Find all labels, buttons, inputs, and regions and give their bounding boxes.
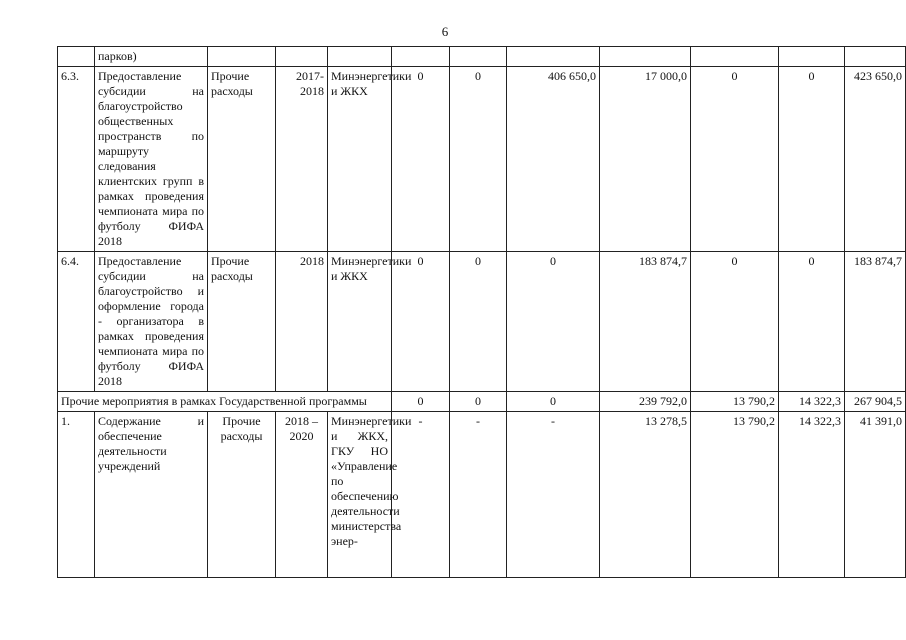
budget-table	[57, 46, 906, 578]
cell-total: 183 874,7	[845, 252, 906, 392]
cell-num: 1.	[58, 412, 95, 578]
cell-value: -	[450, 412, 507, 578]
cell-period: 2017-2018	[276, 67, 328, 252]
cell-value: 17 000,0	[600, 67, 691, 252]
program-summary-row	[58, 392, 906, 412]
page-number: 6	[441, 24, 449, 39]
cell-name: Предоставление субсидии на благоустройство и оформление города - организатора в рамках проведения чемпионата мира по футболу ФИФА 2018	[95, 252, 208, 392]
cell-value: 183 874,7	[600, 252, 691, 392]
cell-value: 0	[779, 67, 845, 252]
cell-value: 13 790,2	[691, 392, 779, 412]
cell-period: 2018	[276, 252, 328, 392]
cell-value: 0	[450, 252, 507, 392]
cell-num	[58, 47, 95, 67]
cell-value: 14 322,3	[779, 412, 845, 578]
program-summary-label: Прочие мероприятия в рамках Государственной программы	[58, 392, 392, 412]
cell-value: 0	[507, 252, 600, 392]
table-row	[58, 412, 906, 578]
cell-executor: Минэнергетики и ЖКХ	[328, 252, 392, 392]
table-row	[58, 47, 906, 67]
cell-type: Прочие расходы	[208, 67, 276, 252]
cell-period: 2018 – 2020	[276, 412, 328, 578]
cell-num: 6.3.	[58, 67, 95, 252]
cell-value: -	[507, 412, 600, 578]
cell-value: 13 278,5	[600, 412, 691, 578]
cell-total: 423 650,0	[845, 67, 906, 252]
cell-total: 267 904,5	[845, 392, 906, 412]
cell-num: 6.4.	[58, 252, 95, 392]
cell-total: 41 391,0	[845, 412, 906, 578]
cell-type: Прочие расходы	[208, 252, 276, 392]
table-row	[58, 67, 906, 252]
cell-executor: Минэнергетики и ЖКХ, ГКУ НО «Управление по обеспечению деятельности министерства энер-	[328, 412, 392, 578]
cell-type: Прочие расходы	[208, 412, 276, 578]
table-row	[58, 252, 906, 392]
cell-value: 0	[450, 392, 507, 412]
cell-value: 406 650,0	[507, 67, 600, 252]
cell-value: 0	[392, 252, 450, 392]
cell-name: Содержание и обеспечение деятельности учреждений	[95, 412, 208, 578]
cell-value: 0	[392, 392, 450, 412]
cell-value: 0	[392, 67, 450, 252]
cell-value: 0	[507, 392, 600, 412]
cell-value: 13 790,2	[691, 412, 779, 578]
cell-value: 0	[691, 67, 779, 252]
cell-value: -	[392, 412, 450, 578]
cell-value: 239 792,0	[600, 392, 691, 412]
cell-continuation: парков)	[95, 47, 208, 67]
cell-value: 0	[450, 67, 507, 252]
cell-value: 0	[691, 252, 779, 392]
cell-name: Предоставление субсидии на благоустройство общественных пространств по маршруту следования клиентских групп в рамках проведения чемпионата мира по футболу ФИФА 2018	[95, 67, 208, 252]
cell-value: 14 322,3	[779, 392, 845, 412]
cell-executor: Минэнергетики и ЖКХ	[328, 67, 392, 252]
cell-value: 0	[779, 252, 845, 392]
